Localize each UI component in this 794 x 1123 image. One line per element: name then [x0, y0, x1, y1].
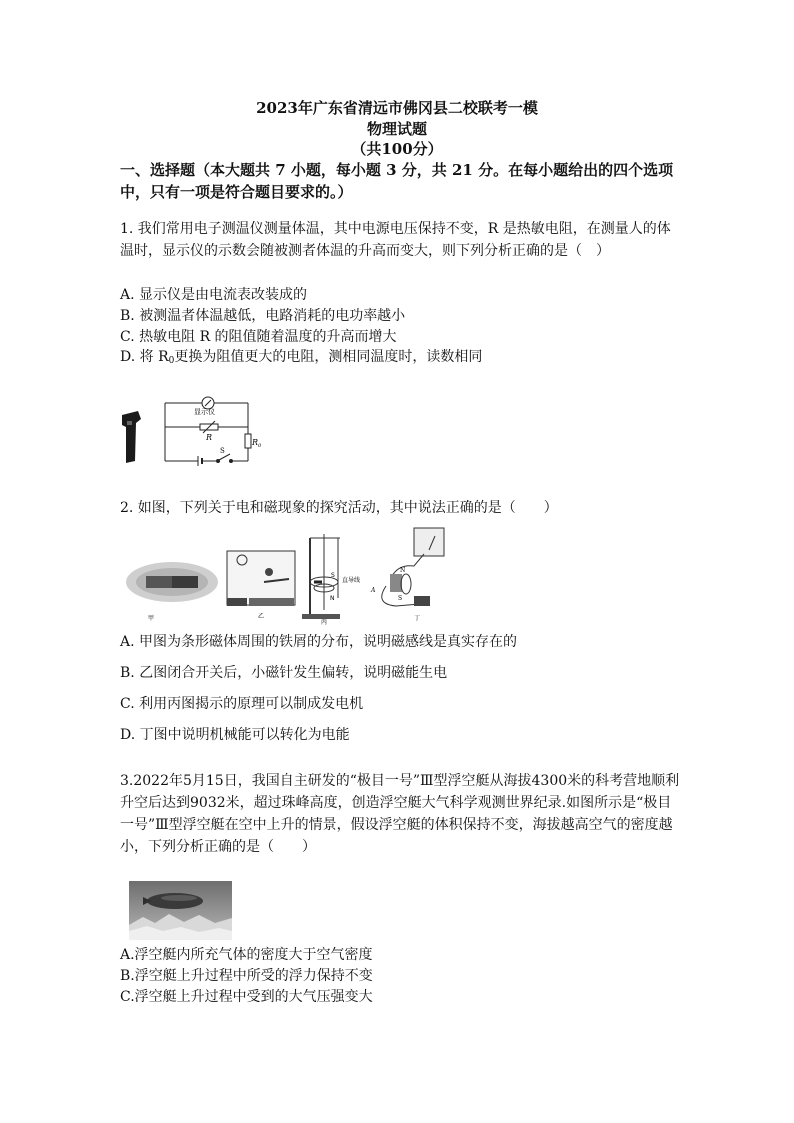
question-1-figure — [118, 383, 278, 468]
aerostat-photo — [129, 881, 232, 940]
s-label: S — [220, 447, 225, 455]
svg-text:A: A — [371, 587, 376, 594]
question-3-option-a: A.浮空艇内所充气体的密度大于空气密度 — [120, 947, 373, 963]
question-3-option-c: C.浮空艇上升过程中受到的大气压强变大 — [120, 989, 373, 1005]
r-label: R — [206, 433, 213, 442]
question-2-option-a: A. 甲图为条形磁体周围的铁屑的分布，说明磁感线是真实存在的 — [120, 634, 518, 650]
question-2-option-b: B. 乙图闭合开关后，小磁针发生偏转，说明磁能生电 — [120, 665, 448, 681]
question-3-option-b: B.浮空艇上升过程中所受的浮力保持不变 — [120, 968, 373, 984]
svg-text:N: N — [330, 595, 335, 602]
question-2-option-c: C. 利用丙图揭示的原理可以制成发电机 — [120, 696, 364, 712]
r0-label: $R_0$ — [252, 438, 262, 449]
figure-label-yi: 乙 — [258, 613, 265, 620]
question-3-stem: 3.2022年5月15日，我国自主研发的“极目一号”Ⅲ型浮空艇从海拔4300米的科考营地顺利升空后达到9032米，超过珠峰高度，创造浮空艇大气科学观测世界纪录.如图所示是“极目一号”Ⅲ型浮空艇在空中上升的情景，假设浮空艇的体积保持不变，海拔越高空气的密度越小，下列分析正确的是（ ） — [120, 773, 680, 855]
figure-label-bing: 丙 — [321, 619, 328, 626]
exam-total-score: （共100分） — [351, 140, 443, 158]
question-1-option-a: A. 显示仪是由电流表改装成的 — [120, 287, 308, 303]
question-3-figure — [129, 881, 232, 940]
question-1-option-d: D. 将 $R_0$更换为阻值更大的电阻，测相同温度时，读数相同 — [120, 349, 483, 366]
ammeter-icon — [414, 528, 444, 556]
battery-box-icon — [249, 598, 294, 606]
svg-text:S: S — [398, 595, 403, 602]
question-2-option-d: D. 丁图中说明机械能可以转化为电能 — [120, 727, 350, 743]
thermometer-gun-icon — [122, 411, 141, 463]
question-2-figure — [124, 524, 454, 626]
section-heading: 一、选择题（本大题共 7 小题，每小题 3 分，共 21 分。在每小题给出的四个选项中，只有一项是符合题目要求的。） — [120, 161, 674, 201]
u-magnet-icon — [390, 574, 402, 592]
svg-text:N: N — [400, 567, 406, 574]
question-1-stem: 1. 我们常用电子测温仪测量体温，其中电源电压保持不变，R 是热敏电阻，在测量人的体温时，显示仪的示数会随被测者体温的升高而变大，则下列分析正确的是（ ） — [120, 221, 671, 259]
circuit-diagram — [118, 383, 278, 468]
exam-title: 2023年广东省清远市佛冈县二校联考一模 — [256, 99, 538, 117]
question-1-option-b: B. 被测温者体温越低，电路消耗的电功率越小 — [120, 308, 406, 324]
figure-label-jia: 甲 — [148, 615, 155, 622]
wire-label: 直导线 — [342, 577, 361, 584]
resistor-r0-icon — [245, 434, 251, 448]
exam-subject: 物理试题 — [366, 120, 427, 138]
electromagnetism-figures — [124, 524, 454, 626]
compass-icon — [265, 568, 273, 576]
display-label: 显示仪 — [194, 408, 215, 416]
figure-label-ding: 丁 — [414, 615, 421, 622]
question-1-option-c: C. 热敏电阻 R 的阻值随着温度的升高而增大 — [120, 329, 397, 345]
svg-text:S: S — [331, 572, 335, 579]
question-2-stem: 2. 如图，下列关于电和磁现象的探究活动，其中说法正确的是（ ） — [120, 500, 558, 516]
